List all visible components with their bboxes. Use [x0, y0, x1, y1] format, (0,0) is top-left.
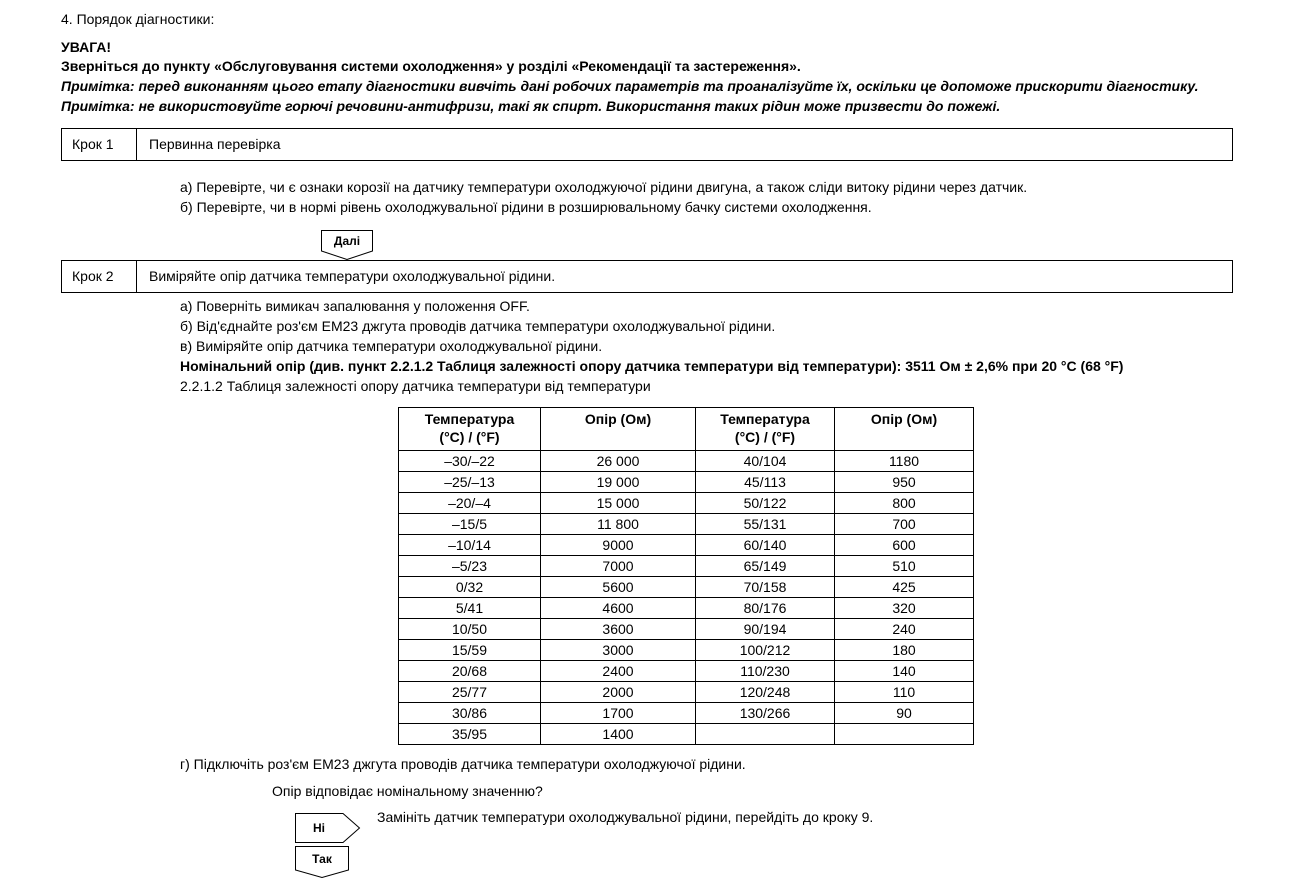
- table-cell: 600: [835, 535, 974, 556]
- table-cell: 50/122: [696, 493, 835, 514]
- yes-button-label: Так: [312, 852, 332, 866]
- table-body: [399, 451, 974, 745]
- table-cell: –20/–4: [399, 493, 541, 514]
- table-row: [399, 703, 974, 724]
- step-2-title: Виміряйте опір датчика температури охолоджувальної рідини.: [149, 268, 556, 284]
- question: Опір відповідає номінальному значенню?: [272, 783, 543, 799]
- table-cell: 3600: [541, 619, 696, 640]
- step-2-item-a: а) Поверніть вимикач запалювання у положення OFF.: [180, 298, 530, 314]
- table-cell: 950: [835, 472, 974, 493]
- header-resistance-2: Опір (Ом): [835, 408, 974, 451]
- step-2-item-c: в) Виміряйте опір датчика температури охолоджувальної рідини.: [180, 338, 603, 354]
- table-cell: –5/23: [399, 556, 541, 577]
- no-button-label: Ні: [313, 821, 325, 835]
- step-1-item-a: а) Перевірте, чи є ознаки корозії на датчику температури охолоджуючої рідини двигуна, а також сліди витоку рідини через датчик.: [180, 179, 1028, 195]
- table-row: [399, 493, 974, 514]
- table-cell: 130/266: [696, 703, 835, 724]
- table-cell: 11 800: [541, 514, 696, 535]
- table-cell: 510: [835, 556, 974, 577]
- step-2-item-b: б) Від'єднайте роз'єм EM23 джгута проводів датчика температури охолоджувальної рідини.: [180, 318, 776, 334]
- table-cell: 7000: [541, 556, 696, 577]
- nominal-resistance: Номінальний опір (див. пункт 2.2.1.2 Таблиця залежності опору датчика температури від температури): 3511 Ом ± 2,6% при 20 °C (68 °F): [180, 358, 1124, 374]
- table-header-row: [399, 408, 974, 451]
- table-cell: 90/194: [696, 619, 835, 640]
- table-cell: 70/158: [696, 577, 835, 598]
- table-cell: 20/68: [399, 661, 541, 682]
- table-cell: 40/104: [696, 451, 835, 472]
- step-2-label: Крок 2: [62, 261, 137, 292]
- warning-text: Зверніться до пункту «Обслуговування системи охолодження» у розділі «Рекомендації та застереження».: [61, 58, 801, 74]
- table-cell: 5600: [541, 577, 696, 598]
- table-row: [399, 472, 974, 493]
- table-cell: 80/176: [696, 598, 835, 619]
- table-cell: 2400: [541, 661, 696, 682]
- header-temperature-1: Температура (°C) / (°F): [399, 408, 541, 451]
- table-cell: 35/95: [399, 724, 541, 745]
- step-1-box: [61, 128, 1233, 161]
- table-cell: 90: [835, 703, 974, 724]
- table-cell: –30/–22: [399, 451, 541, 472]
- table-row: [399, 598, 974, 619]
- table-row: [399, 661, 974, 682]
- table-cell: 110: [835, 682, 974, 703]
- table-row: [399, 619, 974, 640]
- note-2: Примітка: не використовуйте горючі речовини-антифризи, такі як спирт. Використання таких рідин може призвести до пожежі.: [61, 98, 1001, 114]
- table-row: [399, 514, 974, 535]
- table-cell: –10/14: [399, 535, 541, 556]
- table-cell: 26 000: [541, 451, 696, 472]
- warning-title: УВАГА!: [61, 39, 112, 55]
- no-action-text: Замініть датчик температури охолоджувальної рідини, перейдіть до кроку 9.: [377, 809, 874, 825]
- resistance-table: [398, 407, 974, 745]
- step-1-label: Крок 1: [62, 129, 137, 160]
- table-cell: [835, 724, 974, 745]
- table-cell: 9000: [541, 535, 696, 556]
- step-1-item-b: б) Перевірте, чи в нормі рівень охолоджувальної рідини в розширювальному бачку системи охолодження.: [180, 199, 872, 215]
- table-cell: 140: [835, 661, 974, 682]
- table-cell: 240: [835, 619, 974, 640]
- table-cell: 10/50: [399, 619, 541, 640]
- table-cell: 15 000: [541, 493, 696, 514]
- table-cell: 2000: [541, 682, 696, 703]
- table-cell: 0/32: [399, 577, 541, 598]
- header-temperature-2: Температура (°C) / (°F): [696, 408, 835, 451]
- table-row: [399, 682, 974, 703]
- table-cell: 800: [835, 493, 974, 514]
- table-row: [399, 535, 974, 556]
- table-row: [399, 724, 974, 745]
- no-button[interactable]: [295, 813, 361, 843]
- table-cell: 425: [835, 577, 974, 598]
- table-cell: –25/–13: [399, 472, 541, 493]
- table-cell: 30/86: [399, 703, 541, 724]
- section-title: 4. Порядок діагностики:: [61, 11, 215, 27]
- table-row: [399, 577, 974, 598]
- table-row: [399, 451, 974, 472]
- table-row: [399, 556, 974, 577]
- table-cell: 55/131: [696, 514, 835, 535]
- table-cell: 700: [835, 514, 974, 535]
- table-row: [399, 640, 974, 661]
- step-2-box: [61, 260, 1233, 293]
- table-cell: 100/212: [696, 640, 835, 661]
- table-cell: [696, 724, 835, 745]
- table-cell: 15/59: [399, 640, 541, 661]
- header-resistance-1: Опір (Ом): [541, 408, 696, 451]
- table-cell: 180: [835, 640, 974, 661]
- table-cell: 4600: [541, 598, 696, 619]
- next-button[interactable]: [321, 230, 373, 260]
- table-cell: 60/140: [696, 535, 835, 556]
- table-cell: 320: [835, 598, 974, 619]
- table-cell: 65/149: [696, 556, 835, 577]
- table-cell: 3000: [541, 640, 696, 661]
- next-button-label: Далі: [333, 234, 361, 248]
- table-cell: 1180: [835, 451, 974, 472]
- table-cell: 110/230: [696, 661, 835, 682]
- table-cell: –15/5: [399, 514, 541, 535]
- table-cell: 1400: [541, 724, 696, 745]
- yes-button[interactable]: [295, 846, 349, 878]
- table-cell: 5/41: [399, 598, 541, 619]
- table-cell: 120/248: [696, 682, 835, 703]
- table-cell: 45/113: [696, 472, 835, 493]
- step-2-item-g: г) Підключіть роз'єм EM23 джгута проводів датчика температури охолоджуючої рідини.: [180, 756, 746, 772]
- note-1: Примітка: перед виконанням цього етапу діагностики вивчіть дані робочих параметрів та проаналізуйте їх, оскільки це допоможе прискорити діагностику.: [61, 78, 1199, 94]
- step-1-title: Первинна перевірка: [149, 136, 281, 152]
- table-cell: 19 000: [541, 472, 696, 493]
- table-cell: 25/77: [399, 682, 541, 703]
- table-caption: 2.2.1.2 Таблиця залежності опору датчика температури від температури: [180, 378, 651, 394]
- table-cell: 1700: [541, 703, 696, 724]
